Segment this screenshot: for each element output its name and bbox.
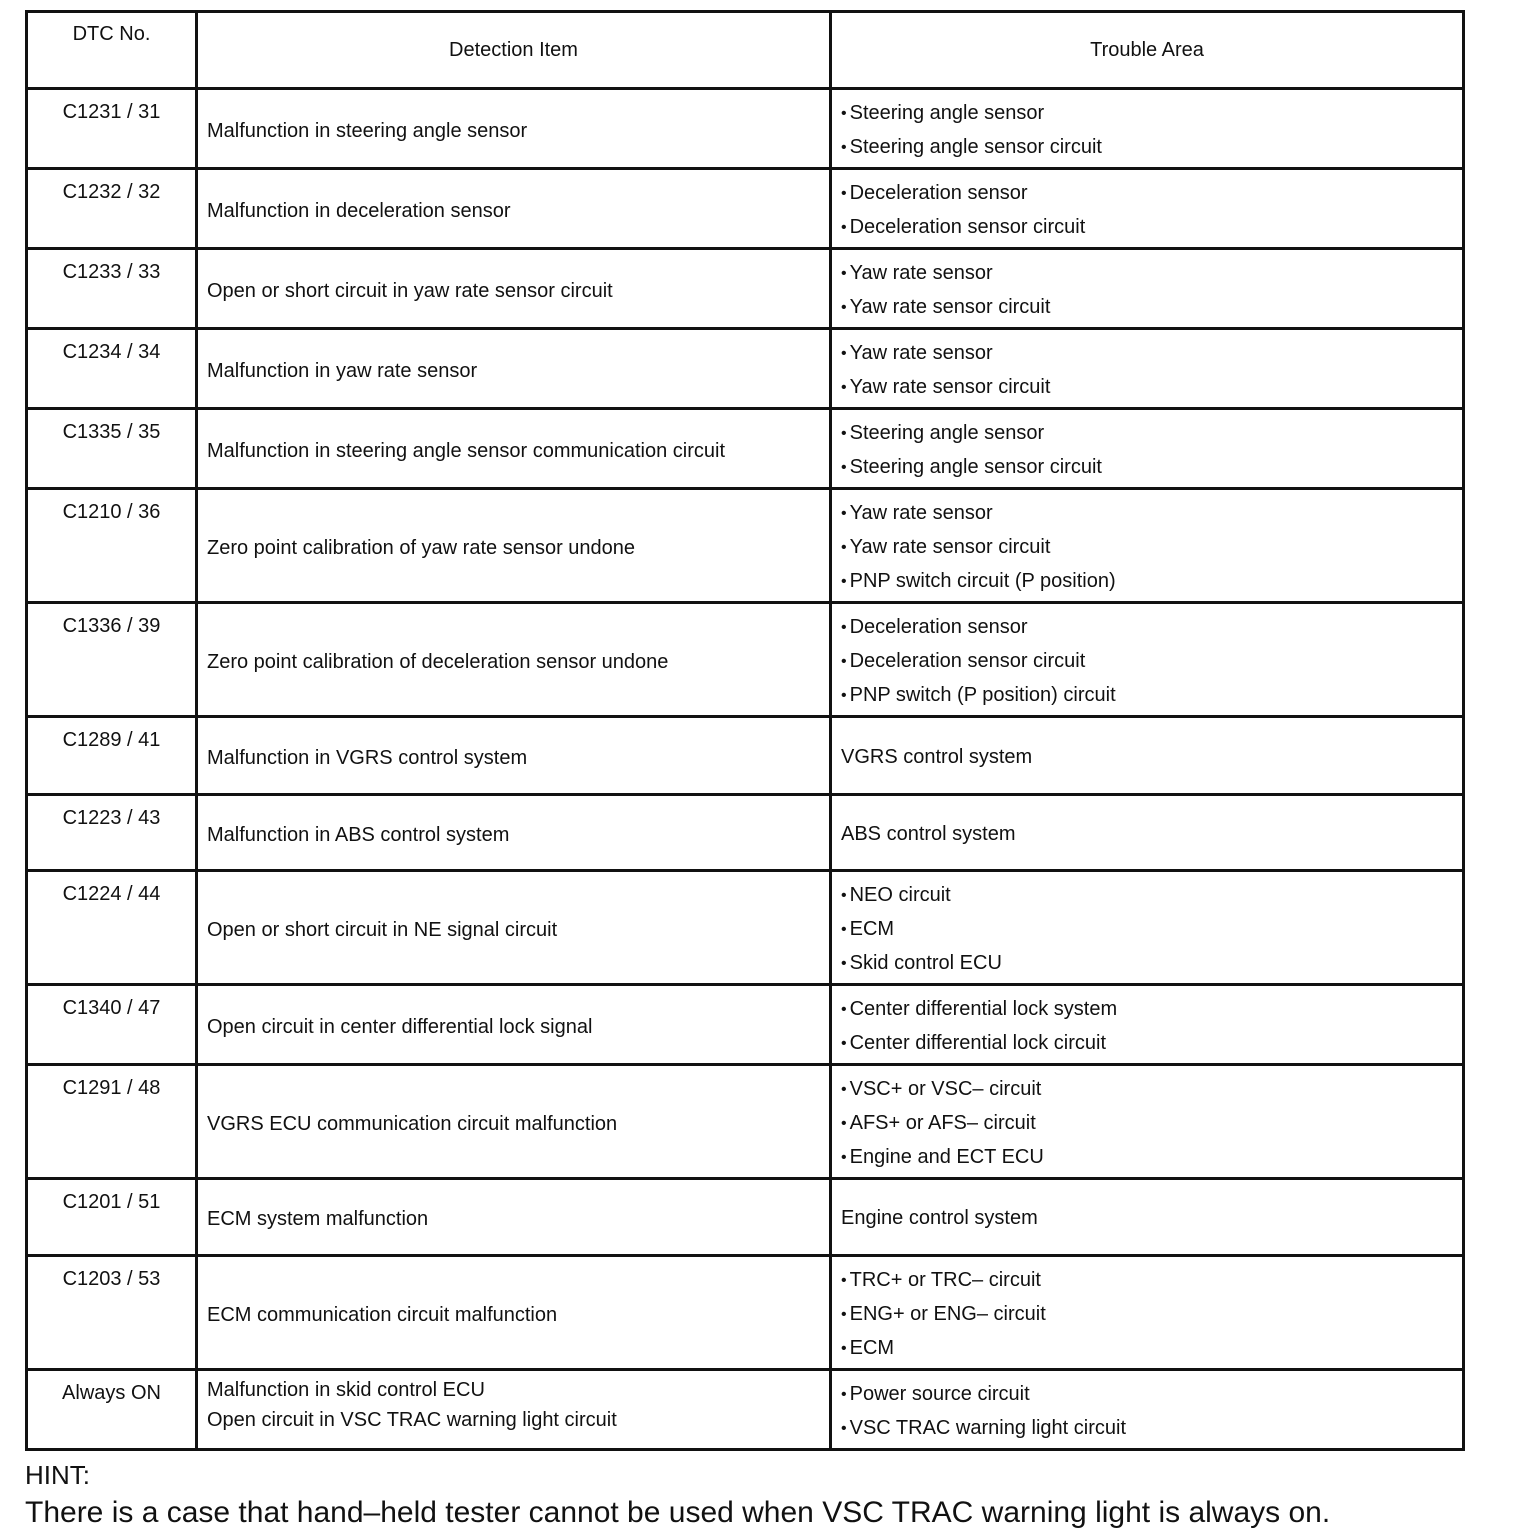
trouble-area bbox=[831, 871, 1464, 985]
detection-item-line: Open or short circuit in NE signal circuit bbox=[207, 918, 558, 941]
trouble-area-item: • ENG+ or ENG– circuit bbox=[841, 1298, 1454, 1332]
trouble-area-item: • ECM bbox=[841, 1332, 1454, 1366]
detection-item-line: Malfunction in deceleration sensor bbox=[207, 199, 511, 222]
detection-item bbox=[197, 871, 831, 985]
table-row bbox=[27, 1065, 1464, 1179]
trouble-area bbox=[831, 1256, 1464, 1370]
table-row bbox=[27, 871, 1464, 985]
trouble-area-item: • Steering angle sensor circuit bbox=[841, 131, 1454, 165]
table-row bbox=[27, 409, 1464, 489]
detection-item-line: Malfunction in VGRS control system bbox=[207, 746, 528, 769]
table-row bbox=[27, 795, 1464, 871]
trouble-area-item: • AFS+ or AFS– circuit bbox=[841, 1107, 1454, 1141]
trouble-area-item: • VSC+ or VSC– circuit bbox=[841, 1073, 1454, 1107]
dtc-table bbox=[25, 10, 1465, 1451]
detection-item-line: ECM communication circuit malfunction bbox=[207, 1303, 558, 1326]
detection-item-line: Malfunction in steering angle sensor bbox=[207, 119, 528, 142]
trouble-area-item: • Deceleration sensor circuit bbox=[841, 645, 1454, 679]
detection-item-line: VGRS ECU communication circuit malfunction bbox=[207, 1112, 618, 1135]
table-row bbox=[27, 169, 1464, 249]
detection-item-line: Malfunction in ABS control system bbox=[207, 823, 510, 846]
table-row bbox=[27, 603, 1464, 717]
detection-item bbox=[197, 329, 831, 409]
table-row bbox=[27, 329, 1464, 409]
detection-item bbox=[197, 985, 831, 1065]
detection-item bbox=[197, 489, 831, 603]
trouble-area bbox=[831, 1179, 1464, 1256]
trouble-area bbox=[831, 169, 1464, 249]
trouble-area-item: • NEO circuit bbox=[841, 879, 1454, 913]
trouble-area bbox=[831, 249, 1464, 329]
detection-item-line: Malfunction in steering angle sensor communication circuit bbox=[207, 439, 726, 462]
hint-section bbox=[25, 1459, 1520, 1531]
table-header-row bbox=[27, 12, 1464, 89]
dtc-code: C1233 / 33 bbox=[27, 249, 197, 329]
trouble-area bbox=[831, 489, 1464, 603]
detection-item bbox=[197, 1065, 831, 1179]
dtc-code: C1223 / 43 bbox=[27, 795, 197, 871]
trouble-area-item: • Deceleration sensor circuit bbox=[841, 211, 1454, 245]
header-detection-item: Detection Item bbox=[197, 12, 831, 89]
detection-item-line: Zero point calibration of yaw rate sensor undone bbox=[207, 536, 636, 559]
detection-item bbox=[197, 249, 831, 329]
trouble-area-item: • TRC+ or TRC– circuit bbox=[841, 1264, 1454, 1298]
trouble-area-item: • Yaw rate sensor circuit bbox=[841, 531, 1454, 565]
trouble-area-item: • Skid control ECU bbox=[841, 947, 1454, 981]
dtc-code: C1201 / 51 bbox=[27, 1179, 197, 1256]
detection-item-line: Malfunction in skid control ECU bbox=[207, 1379, 485, 1401]
trouble-area bbox=[831, 1370, 1464, 1450]
detection-item-line: Zero point calibration of deceleration sensor undone bbox=[207, 650, 669, 673]
table-row bbox=[27, 985, 1464, 1065]
trouble-area-item: • Yaw rate sensor circuit bbox=[841, 291, 1454, 325]
detection-item-line: Open circuit in center differential lock signal bbox=[207, 1015, 593, 1038]
detection-item bbox=[197, 1179, 831, 1256]
trouble-area-item: • Yaw rate sensor bbox=[841, 497, 1454, 531]
detection-item-line: ECM system malfunction bbox=[207, 1208, 429, 1230]
trouble-area bbox=[831, 1065, 1464, 1179]
detection-item bbox=[197, 1370, 831, 1450]
detection-item-line: Open or short circuit in yaw rate sensor circuit bbox=[207, 279, 613, 302]
dtc-code: C1289 / 41 bbox=[27, 717, 197, 795]
trouble-area-item: • ECM bbox=[841, 913, 1454, 947]
dtc-code: C1336 / 39 bbox=[27, 603, 197, 717]
trouble-area-item: • PNP switch (P position) circuit bbox=[841, 679, 1454, 713]
trouble-area-item: • Yaw rate sensor bbox=[841, 337, 1454, 371]
table-row bbox=[27, 717, 1464, 795]
dtc-code: C1232 / 32 bbox=[27, 169, 197, 249]
dtc-code: C1335 / 35 bbox=[27, 409, 197, 489]
header-trouble-area: Trouble Area bbox=[831, 12, 1464, 89]
trouble-area-item: • Deceleration sensor bbox=[841, 611, 1454, 645]
table-row bbox=[27, 489, 1464, 603]
trouble-area-item: • Center differential lock system bbox=[841, 993, 1454, 1027]
trouble-area bbox=[831, 89, 1464, 169]
table-row bbox=[27, 1370, 1464, 1450]
header-dtc-no: DTC No. bbox=[27, 12, 197, 89]
table-row bbox=[27, 89, 1464, 169]
trouble-area-item: • Steering angle sensor circuit bbox=[841, 451, 1454, 485]
detection-item bbox=[197, 795, 831, 871]
trouble-area-item: • Yaw rate sensor bbox=[841, 257, 1454, 291]
dtc-code: C1231 / 31 bbox=[27, 89, 197, 169]
table-row bbox=[27, 1179, 1464, 1256]
detection-item-line: Open circuit in VSC TRAC warning light circuit bbox=[207, 1409, 617, 1431]
trouble-area-item: • Deceleration sensor bbox=[841, 177, 1454, 211]
trouble-area-item: VGRS control system bbox=[841, 745, 1033, 768]
trouble-area bbox=[831, 717, 1464, 795]
trouble-area-item: • PNP switch circuit (P position) bbox=[841, 565, 1454, 599]
trouble-area bbox=[831, 795, 1464, 871]
trouble-area-item: • Yaw rate sensor circuit bbox=[841, 371, 1454, 405]
trouble-area bbox=[831, 603, 1464, 717]
detection-item bbox=[197, 1256, 831, 1370]
trouble-area-item: Engine control system bbox=[841, 1207, 1038, 1229]
dtc-code: Always ON bbox=[27, 1370, 197, 1450]
trouble-area bbox=[831, 329, 1464, 409]
dtc-code: C1210 / 36 bbox=[27, 489, 197, 603]
trouble-area-item: ABS control system bbox=[841, 822, 1016, 845]
dtc-code: C1340 / 47 bbox=[27, 985, 197, 1065]
trouble-area-item: • VSC TRAC warning light circuit bbox=[841, 1412, 1454, 1446]
detection-item bbox=[197, 409, 831, 489]
detection-item bbox=[197, 89, 831, 169]
dtc-code: C1203 / 53 bbox=[27, 1256, 197, 1370]
trouble-area-item: • Engine and ECT ECU bbox=[841, 1141, 1454, 1175]
hint-text: There is a case that hand–held tester cannot be used when VSC TRAC warning light is always on. bbox=[25, 1496, 1331, 1529]
detection-item bbox=[197, 603, 831, 717]
hint-label: HINT: bbox=[25, 1460, 90, 1490]
detection-item-line: Malfunction in yaw rate sensor bbox=[207, 359, 478, 382]
dtc-code: C1224 / 44 bbox=[27, 871, 197, 985]
trouble-area bbox=[831, 985, 1464, 1065]
table-row bbox=[27, 249, 1464, 329]
dtc-code: C1234 / 34 bbox=[27, 329, 197, 409]
detection-item bbox=[197, 717, 831, 795]
trouble-area-item: • Center differential lock circuit bbox=[841, 1027, 1454, 1061]
trouble-area-item: • Steering angle sensor bbox=[841, 417, 1454, 451]
trouble-area-item: • Power source circuit bbox=[841, 1378, 1454, 1412]
table-row bbox=[27, 1256, 1464, 1370]
detection-item bbox=[197, 169, 831, 249]
trouble-area-item: • Steering angle sensor bbox=[841, 97, 1454, 131]
dtc-code: C1291 / 48 bbox=[27, 1065, 197, 1179]
trouble-area bbox=[831, 409, 1464, 489]
